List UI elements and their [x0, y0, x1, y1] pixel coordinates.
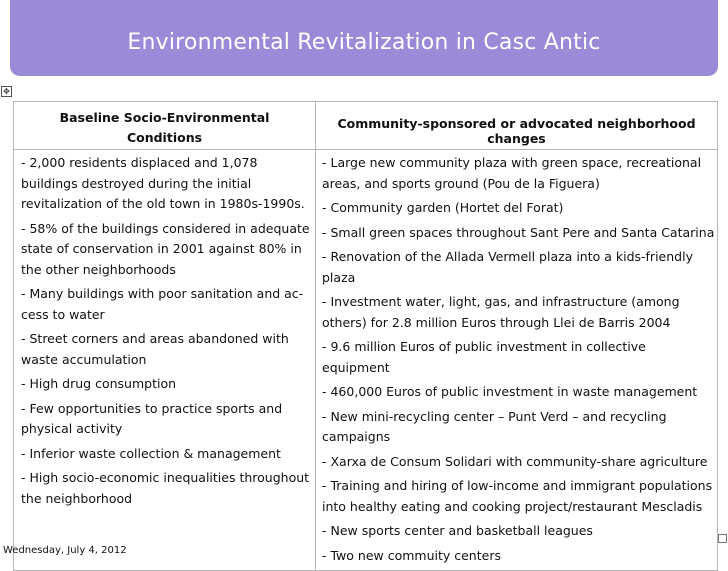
list-item: - High socio-economic inequalities throughout the neighborhood [21, 470, 310, 506]
table-move-handle-icon[interactable]: ✥ [1, 86, 12, 97]
list-item: - New mini-recycling center – Punt Verd – and recycling campaigns [322, 408, 667, 444]
list-item: - Few opportunities to practice sports and physical activity [21, 400, 283, 436]
list-item: - Renovation of the Allada Vermell plaza into a kids-friendly plaza [322, 249, 693, 285]
footer-date: Wednesday, July 4, 2012 [3, 545, 127, 556]
list-item: - 460,000 Euros of public investment in waste management [322, 384, 698, 399]
list-item: - Inferior waste collection & management [21, 445, 281, 461]
header-left-line2: Conditions [126, 130, 203, 145]
table-resize-handle[interactable] [718, 534, 727, 543]
list-item: - New sports center and basketball leagues [322, 523, 593, 538]
list-item: - Many buildings with poor sanitation and ac-cess to water [21, 286, 304, 322]
list-item: - Xarxa de Consum Solidari with community-share agriculture [322, 453, 708, 469]
list-item: - Two new commuity centers [322, 547, 501, 563]
table-body-row [14, 150, 718, 571]
list-item: - Training and hiring of low-income and immigrant populations into healthy eating and cooking project/restaurant Mescladis [322, 478, 713, 514]
table-header-row [14, 102, 718, 150]
comparison-table [13, 101, 718, 571]
slide-title: Environmental Revitalization in Casc Antic [127, 30, 601, 55]
list-item: - Small green spaces throughout Sant Pere and Santa Catarina [322, 224, 715, 240]
header-right-text: Community-sponsored or advocated neighborhood changes [337, 116, 696, 146]
list-item: - 9.6 million Euros of public investment in collective equipment [322, 339, 646, 375]
list-item: - Street corners and areas abandoned with waste accumulation [21, 331, 289, 367]
list-item: - Large new community plaza with green space, recreational areas, and sports ground (Pou de la Figuera) [322, 155, 702, 191]
community-changes-cell [316, 150, 718, 571]
header-baseline-conditions [14, 102, 316, 150]
title-banner [0, 0, 728, 78]
header-community-changes [316, 102, 718, 150]
list-item: - 58% of the buildings considered in adequate state of conservation in 2001 against 80% in the other neighborhoods [21, 220, 310, 277]
list-item: - Investment water, light, gas, and infrastructure (among others) for 2.8 million Euros through Llei de Barris 2004 [322, 294, 680, 330]
baseline-conditions-cell [14, 150, 316, 571]
list-item: - 2,000 residents displaced and 1,078 buildings destroyed during the initial revitalization of the old town in 1980s-1990s. [21, 155, 305, 211]
list-item: - Community garden (Hortet del Forat) [322, 200, 564, 215]
header-left-line1: Baseline Socio-Environmental [59, 110, 270, 125]
list-item: - High drug consumption [21, 376, 177, 391]
